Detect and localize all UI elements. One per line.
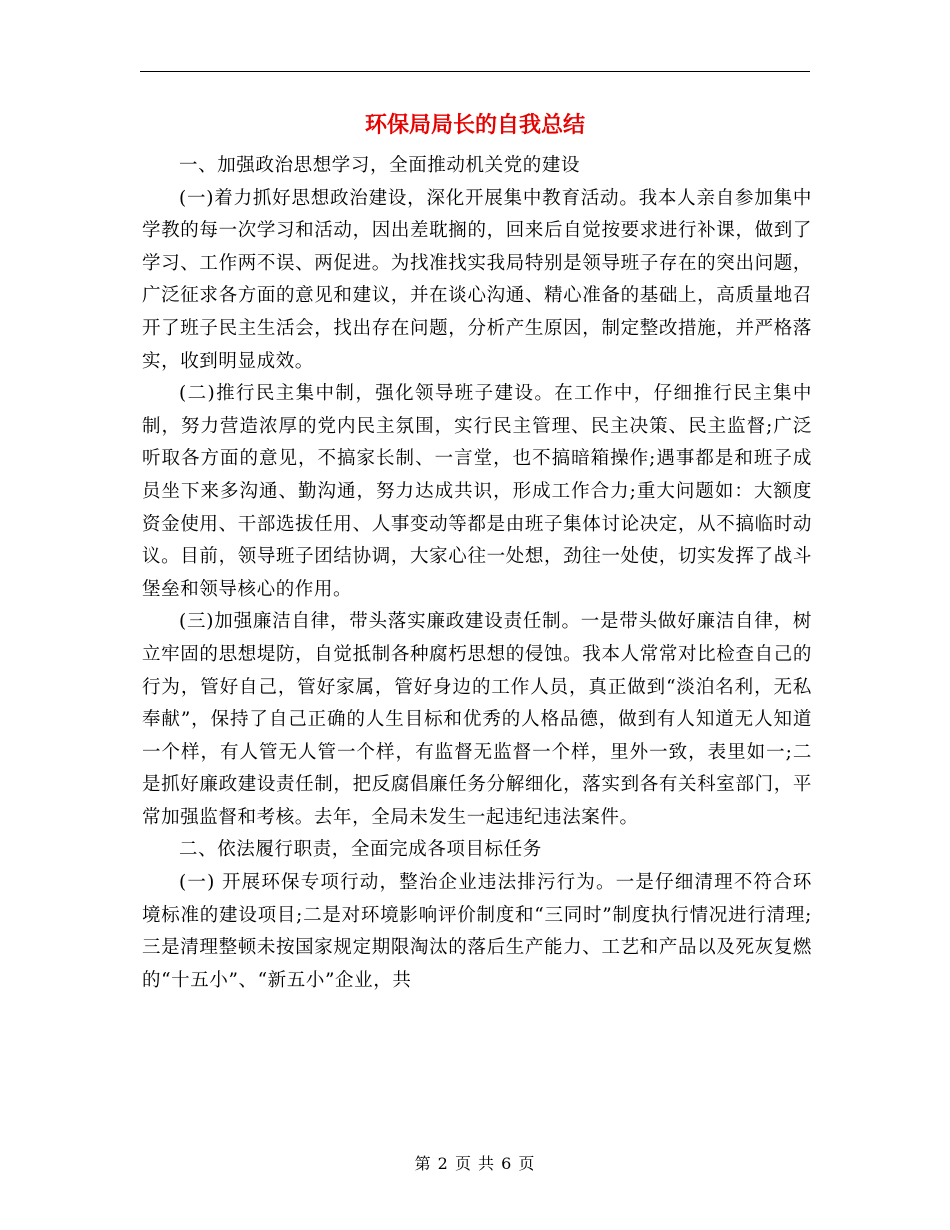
document-title: 环保局局长的自我总结 [364,112,585,138]
header-rule [140,71,810,72]
section-heading-1: 一、加强政治思想学习，全面推动机关党的建设 [179,155,581,176]
document-body [142,150,812,997]
section-heading-2: 二、依法履行职责，全面完成各项目标任务 [179,839,542,861]
paragraph-4: (一) 开展环保专项行动，整治企业违法排污行为。一是仔细清理不符合环境标准的建设项目;二是对环境影响评价制度和“三同时”制度执行情况进行清理;三是清理整顿未按国家规定期限淘汰的落后生产能力、工艺和产品以及死灰复燃的“十五小”、“新五小”企业，共 [142,872,812,991]
page-number: 第 2 页 共 6 页 [414,1154,536,1173]
paragraph-3: (三)加强廉洁自律，带头落实廉政建设责任制。一是带头做好廉洁自律，树立牢固的思想堤防，自觉抵制各种腐朽思想的侵蚀。我本人常常对比检查自己的行为，管好自己，管好家属，管好身边的工作人员，真正做到“淡泊名利，无私奉献”，保持了自己正确的人生目标和优秀的人格品德，做到有人知道无人知道一个样，有人管无人管一个样，有监督无监督一个样，里外一致，表里如一;二是抓好廉政建设责任制，把反腐倡廉任务分解细化，落实到各有关科室部门，平常加强监督和考核。去年，全局未发生一起违纪违法案件。 [142,611,812,828]
paragraph-2: (二)推行民主集中制，强化领导班子建设。在工作中，仔细推行民主集中制，努力营造浓厚的党内民主氛围，实行民主管理、民主决策、民主监督;广泛听取各方面的意见，不搞家长制、一言堂，也不搞暗箱操作;遇事都是和班子成员坐下来多沟通、勤沟通，努力达成共识，形成工作合力;重大问题如：大额度资金使用、干部选拔任用、人事变动等都是由班子集体讨论决定，从不搞临时动议。目前，领导班子团结协调，大家心往一处想，劲往一处使，切实发挥了战斗堡垒和领导核心的作用。 [142,383,812,600]
paragraph-1: (一)着力抓好思想政治建设，深化开展集中教育活动。我本人亲自参加集中学教的每一次学习和活动，因出差耽搁的，回来后自觉按要求进行补课，做到了学习、工作两不误、两促进。为找准找实我局特别是领导班子存在的突出问题，广泛征求各方面的意见和建议，并在谈心沟通、精心准备的基础上，高质量地召开了班子民主生活会，找出存在问题，分析产生原因，制定整改措施，并严格落实，收到明显成效。 [142,187,812,372]
